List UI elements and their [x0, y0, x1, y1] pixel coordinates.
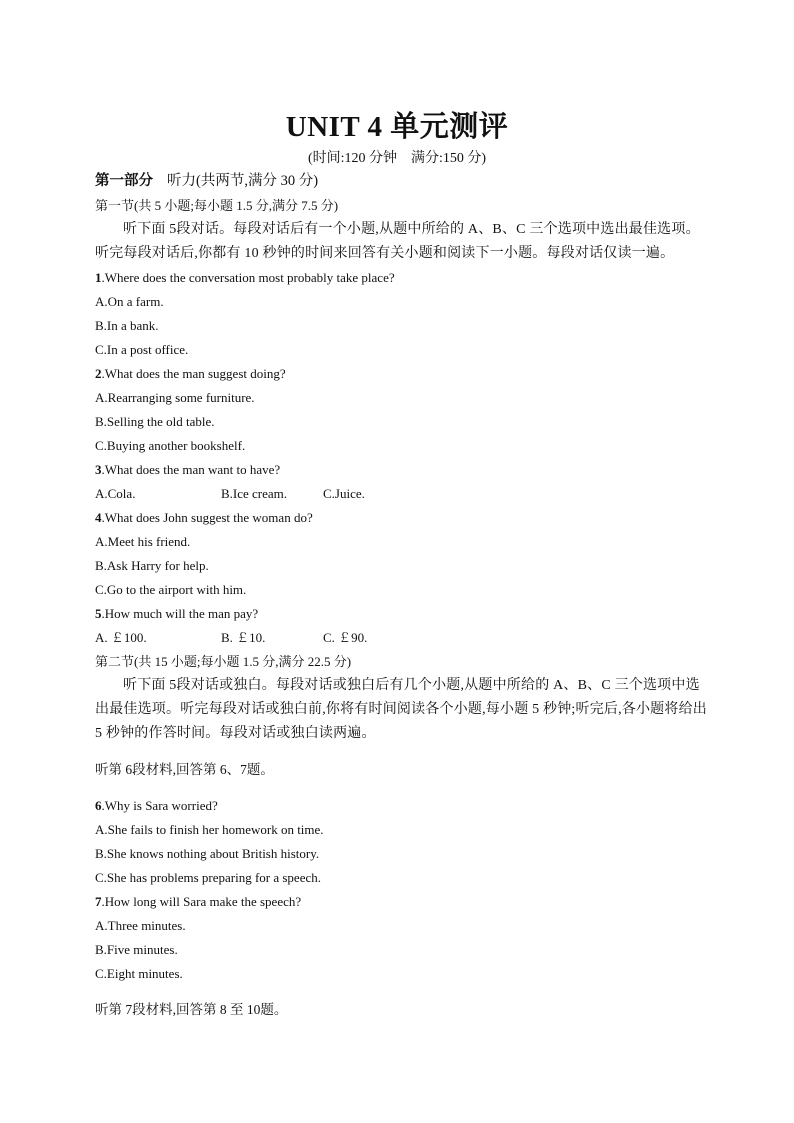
question-number: 7 — [95, 894, 102, 909]
instruction-line: 听下面 5段对话。每段对话后有一个小题,从题中所给的 A、B、C 三个选项中选出最佳选项。 — [123, 222, 700, 237]
material-instruction: 听第 6段材料,回答第 6、7题。 — [95, 762, 274, 777]
section-heading: 第二节(共 15 小题;每小题 1.5 分,满分 22.5 分) — [95, 654, 352, 669]
question-stem — [95, 269, 395, 287]
option-b: B.Ask Harry for help. — [95, 558, 209, 573]
question-text: .How long will Sara make the speech? — [101, 894, 302, 909]
question-number: 3 — [95, 462, 102, 477]
option-a: A. ￡100. — [95, 630, 147, 645]
question-stem — [95, 893, 301, 911]
material-instruction: 听第 7段材料,回答第 8 至 10题。 — [95, 1002, 288, 1017]
option-c: C.Eight minutes. — [95, 966, 183, 981]
part-heading — [95, 172, 318, 190]
instruction-line: 5 秒钟的作答时间。每段对话或独白读两遍。 — [95, 726, 376, 741]
question-stem — [95, 605, 258, 623]
option-b: B.Five minutes. — [95, 942, 178, 957]
option-c: C.She has problems preparing for a speech. — [95, 870, 321, 885]
option-a: A.Meet his friend. — [95, 534, 191, 549]
question-stem — [95, 509, 313, 527]
question-text: .What does John suggest the woman do? — [101, 510, 313, 525]
instruction-line: 听下面 5段对话或独白。每段对话或独白后有几个小题,从题中所给的 A、B、C 三个选项中选 — [123, 678, 700, 693]
option-a: A.Rearranging some furniture. — [95, 390, 255, 405]
question-stem — [95, 365, 286, 383]
option-b: B.In a bank. — [95, 318, 159, 333]
question-number: 6 — [95, 798, 102, 813]
instruction-line: 听完每段对话后,你都有 10 秒钟的时间来回答有关小题和阅读下一小题。每段对话仅读一遍。 — [95, 246, 675, 261]
question-number: 1 — [95, 270, 102, 285]
part-heading-desc: 听力(共两节,满分 30 分) — [167, 173, 319, 189]
page-title: UNIT 4 单元测评 — [285, 111, 509, 143]
question-stem — [95, 461, 280, 479]
instruction-line: 出最佳选项。听完每段对话或独白前,你将有时间阅读各个小题,每小题 5 秒钟;听完后,各小题将给出 — [95, 702, 707, 717]
question-stem — [95, 797, 218, 815]
question-number: 5 — [95, 606, 102, 621]
option-a: A.Cola. — [95, 486, 136, 501]
question-text: .Where does the conversation most probably take place? — [101, 270, 395, 285]
part-heading-label: 第一部分 — [95, 173, 153, 189]
option-a: A.She fails to finish her homework on time. — [95, 822, 324, 837]
section-heading: 第一节(共 5 小题;每小题 1.5 分,满分 7.5 分) — [95, 198, 339, 213]
option-b: B.Selling the old table. — [95, 414, 215, 429]
option-b: B.She knows nothing about British history. — [95, 846, 320, 861]
question-text: .How much will the man pay? — [101, 606, 259, 621]
option-c: C.Juice. — [323, 486, 365, 501]
option-a: A.Three minutes. — [95, 918, 186, 933]
option-c: C.Buying another bookshelf. — [95, 438, 246, 453]
options-row — [95, 485, 495, 503]
question-number: 4 — [95, 510, 102, 525]
option-b: B. ￡10. — [221, 630, 266, 645]
option-a: A.On a farm. — [95, 294, 164, 309]
page-subtitle: (时间:120 分钟 满分:150 分) — [307, 151, 487, 166]
option-c: C.In a post office. — [95, 342, 189, 357]
option-c: C. ￡90. — [323, 630, 368, 645]
option-b: B.Ice cream. — [221, 486, 288, 501]
options-row — [95, 629, 495, 647]
question-text: .Why is Sara worried? — [101, 798, 218, 813]
question-text: .What does the man suggest doing? — [101, 366, 286, 381]
question-text: .What does the man want to have? — [101, 462, 281, 477]
option-c: C.Go to the airport with him. — [95, 582, 247, 597]
question-number: 2 — [95, 366, 102, 381]
